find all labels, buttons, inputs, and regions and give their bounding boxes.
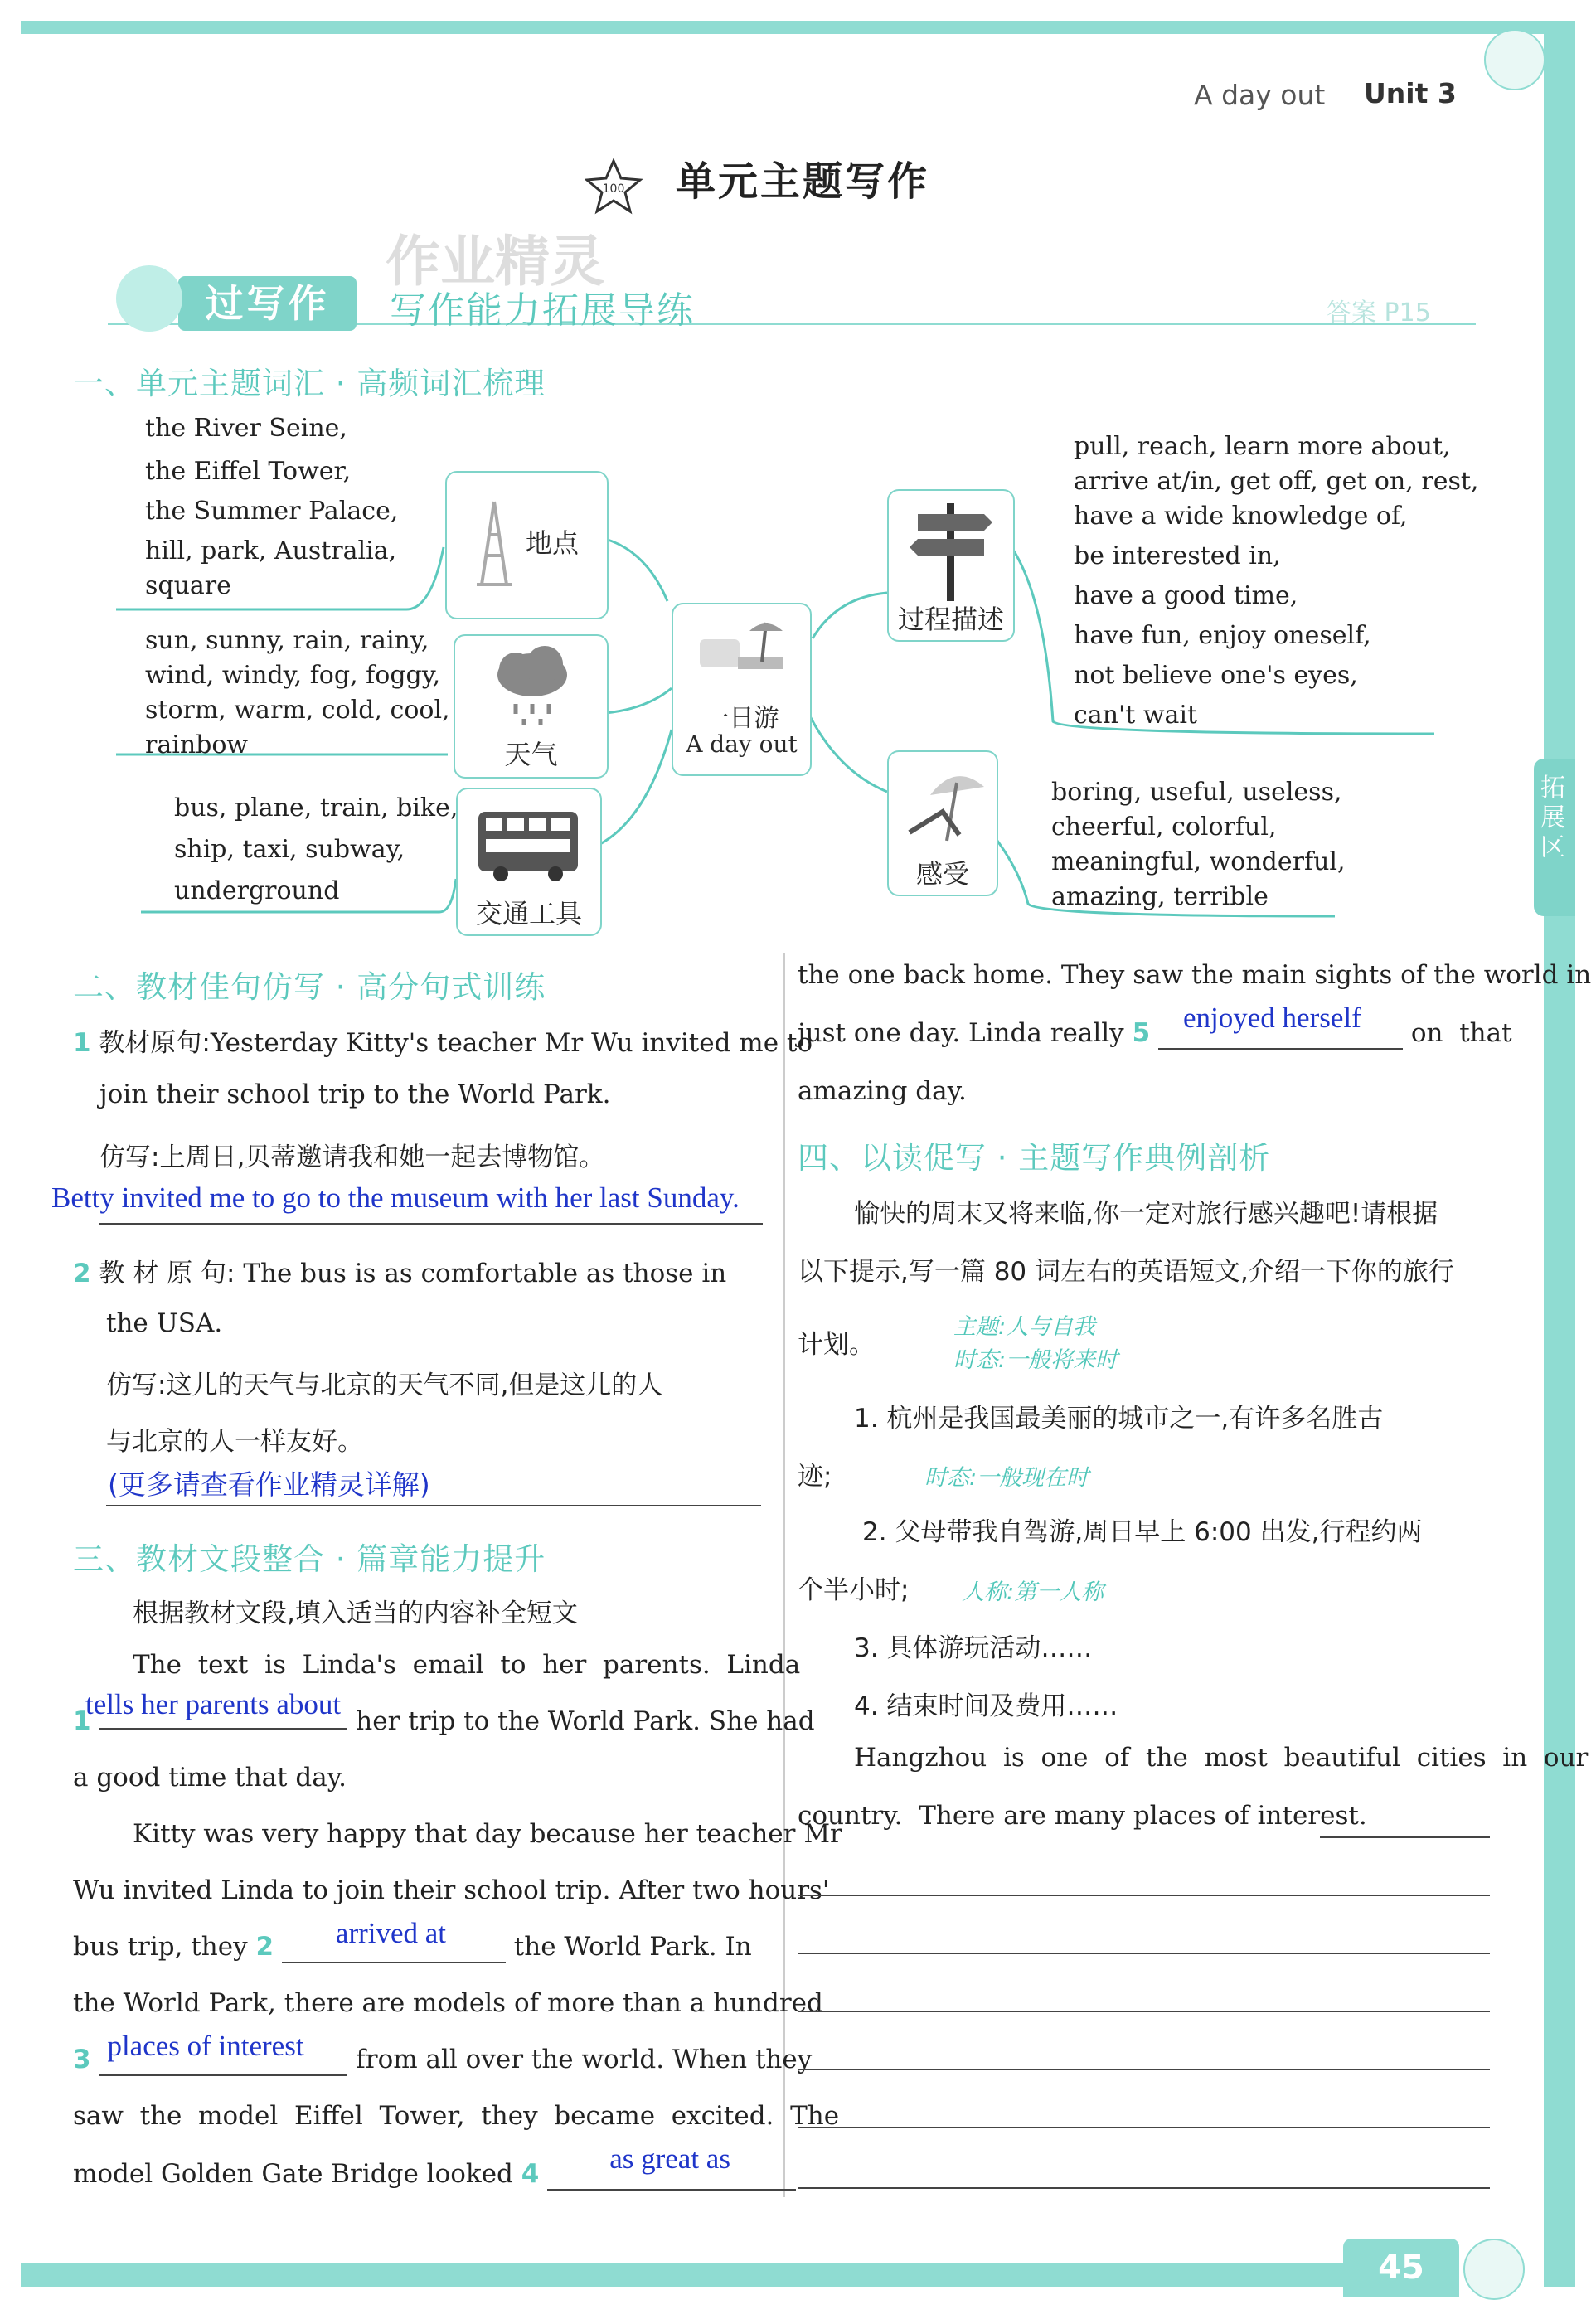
word-line: sun, sunny, rain, rainy, bbox=[145, 626, 429, 655]
blank-number: 4 bbox=[521, 2159, 540, 2189]
original-label: 教材原句: bbox=[99, 1028, 211, 1058]
beach-icon bbox=[691, 616, 791, 674]
word-line: storm, warm, cold, cool, bbox=[145, 696, 450, 725]
banner-subtitle: 写作能力拓展导练 bbox=[390, 289, 695, 332]
word-line: meaningful, wonderful, bbox=[1051, 847, 1346, 876]
question-number: 2 bbox=[73, 1259, 91, 1288]
blank-number: 2 bbox=[255, 1932, 274, 1962]
page-number: 45 bbox=[1378, 2249, 1424, 2287]
blank-number: 5 bbox=[1132, 1018, 1151, 1048]
writing-point: 迹; bbox=[798, 1462, 832, 1492]
passage-line bbox=[73, 1688, 815, 1736]
section1-heading: 一、单元主题词汇 · 高频词汇梳理 bbox=[73, 366, 546, 401]
question-number: 1 bbox=[73, 1028, 91, 1058]
page-title: 单元主题写作 bbox=[676, 158, 930, 205]
word-line: be interested in, bbox=[1074, 541, 1281, 570]
essay-line: country. There are many places of interest. bbox=[798, 1801, 1367, 1831]
beach-chair-icon bbox=[897, 762, 988, 848]
feelings-node bbox=[887, 750, 998, 896]
essay-line: Hangzhou is one of the most beautiful cities in our bbox=[854, 1743, 1589, 1773]
q1-original-2: join their school trip to the World Park. bbox=[99, 1080, 611, 1109]
word-line: underground bbox=[174, 876, 340, 905]
passage-line: Kitty was very happy that day because her teacher Mr bbox=[133, 1819, 842, 1849]
word-line: wind, windy, fog, foggy, bbox=[145, 661, 441, 690]
blank-number: 3 bbox=[73, 2045, 91, 2074]
original-sentence: Yesterday Kitty's teacher Mr Wu invited me to bbox=[210, 1028, 813, 1058]
passage-line: the World Park, there are models of more than a hundred bbox=[73, 1988, 823, 2018]
word-line: have fun, enjoy oneself, bbox=[1074, 621, 1371, 650]
writing-line bbox=[798, 1953, 1490, 1954]
answer-line bbox=[106, 1505, 761, 1506]
blank4-line bbox=[547, 2142, 796, 2191]
process-node bbox=[887, 489, 1015, 642]
blank3-line bbox=[99, 2030, 347, 2076]
passage-line: amazing day. bbox=[798, 1076, 967, 1106]
word-line: have a wide knowledge of, bbox=[1074, 502, 1408, 531]
note-theme: 主题:人与自我 bbox=[953, 1314, 1096, 1340]
word-line: arrive at/in, get off, get on, rest, bbox=[1074, 467, 1479, 496]
passage-text: bus trip, they bbox=[73, 1932, 248, 1962]
task-intro: 计划。 bbox=[798, 1330, 875, 1360]
word-line: the Eiffel Tower, bbox=[145, 457, 352, 486]
blank1-answer: tells her parents about bbox=[85, 1688, 342, 1720]
note-tense: 时态:一般将来时 bbox=[953, 1347, 1118, 1373]
answer-ref: 答案 P15 bbox=[1327, 298, 1431, 327]
transport-node bbox=[456, 788, 602, 936]
section2-heading: 二、教材佳句仿写 · 高分句式训练 bbox=[73, 969, 546, 1005]
word-line: not believe one's eyes, bbox=[1074, 661, 1358, 690]
section3-heading: 三、教材文段整合 · 篇章能力提升 bbox=[73, 1541, 546, 1577]
writing-point: 4. 结束时间及费用…… bbox=[854, 1691, 1118, 1721]
note-tense-present: 时态:一般现在时 bbox=[924, 1465, 1089, 1491]
passage-text: model Golden Gate Bridge looked bbox=[73, 2159, 513, 2189]
word-line: pull, reach, learn more about, bbox=[1074, 432, 1451, 461]
word-line: square bbox=[145, 571, 231, 600]
process-words bbox=[1074, 427, 1478, 735]
word-line: the River Seine, bbox=[145, 414, 347, 443]
word-line: ship, taxi, subway, bbox=[174, 835, 405, 864]
places-node bbox=[445, 471, 609, 619]
writing-line bbox=[798, 2069, 1490, 2070]
center-node bbox=[672, 603, 812, 776]
writing-line bbox=[1320, 1836, 1490, 1838]
word-line: rainbow bbox=[145, 730, 249, 759]
passage-text: the World Park. In bbox=[513, 1932, 752, 1962]
passage-line: Wu invited Linda to join their school trip. After two hours' bbox=[73, 1875, 830, 1905]
note-person: 人称:第一人称 bbox=[962, 1579, 1104, 1605]
transport-label: 交通工具 bbox=[475, 898, 582, 929]
q1-original bbox=[73, 1021, 813, 1059]
feelings-words bbox=[1051, 775, 1346, 915]
passage-text: her trip to the World Park. She had bbox=[356, 1706, 815, 1736]
writing-point: 1. 杭州是我国最美丽的城市之一,有许多名胜古 bbox=[854, 1404, 1384, 1434]
section4-heading: 四、以读促写 · 主题写作典例剖析 bbox=[798, 1140, 1271, 1176]
weather-node bbox=[454, 634, 609, 779]
writing-point: 3. 具体游玩活动…… bbox=[854, 1633, 1093, 1663]
center-cn: 一日游 bbox=[704, 704, 779, 733]
word-line: bus, plane, train, bike, bbox=[174, 793, 458, 822]
writing-line bbox=[798, 2187, 1490, 2189]
task-intro: 以下提示,写一篇 80 词左右的英语短文,介绍一下你的旅行 bbox=[798, 1257, 1454, 1287]
weather-words bbox=[145, 623, 450, 763]
q2-prompt-2: 与北京的人一样友好。 bbox=[106, 1427, 363, 1457]
rain-cloud-icon bbox=[487, 646, 578, 732]
places-words bbox=[145, 409, 398, 606]
passage-line: The text is Linda's email to her parents. Linda bbox=[133, 1650, 801, 1680]
word-line: the Summer Palace, bbox=[145, 497, 399, 526]
passage-line bbox=[73, 2030, 813, 2076]
word-line: have a good time, bbox=[1074, 581, 1298, 610]
word-line: cheerful, colorful, bbox=[1051, 813, 1277, 842]
process-label: 过程描述 bbox=[897, 604, 1004, 635]
passage-text: from all over the world. When they bbox=[356, 2045, 813, 2074]
blank-number: 1 bbox=[73, 1706, 91, 1736]
writing-point: 2. 父母带我自驾游,周日早上 6:00 出发,行程约两 bbox=[862, 1517, 1423, 1547]
svg-text:100: 100 bbox=[602, 182, 625, 196]
q2-answer: (更多请查看作业精灵详解) bbox=[108, 1468, 430, 1501]
passage-line bbox=[73, 1917, 752, 1963]
writing-line bbox=[798, 2127, 1490, 2128]
writing-line bbox=[798, 1895, 1490, 1896]
blank2-answer: arrived at bbox=[335, 1917, 447, 1949]
eiffel-tower-icon bbox=[465, 497, 523, 592]
bus-icon bbox=[474, 808, 582, 885]
word-line: amazing, terrible bbox=[1051, 882, 1269, 911]
q1-prompt: 仿写:上周日,贝蒂邀请我和她一起去博物馆。 bbox=[99, 1143, 605, 1172]
bottom-border bbox=[21, 2263, 1347, 2287]
blank2-line bbox=[282, 1917, 506, 1963]
q2-prompt: 仿写:这儿的天气与北京的天气不同,但是这儿的人 bbox=[106, 1371, 663, 1400]
watermark: 作业精灵 bbox=[386, 230, 604, 294]
passage-text: on that bbox=[1410, 1018, 1512, 1048]
feelings-label: 感受 bbox=[915, 858, 969, 890]
q1-answer: Betty invited me to go to the museum with her last Sunday. bbox=[51, 1181, 740, 1214]
task-intro: 愉快的周末又将来临,你一定对旅行感兴趣吧!请根据 bbox=[854, 1199, 1438, 1229]
original-label: 教 材 原 句: bbox=[99, 1259, 235, 1288]
passage-line: the one back home. They saw the main sights of the world in bbox=[798, 960, 1592, 990]
writing-line bbox=[798, 2011, 1490, 2012]
blank1-line bbox=[99, 1728, 347, 1730]
passage-line: a good time that day. bbox=[73, 1763, 347, 1793]
word-line: boring, useful, useless, bbox=[1051, 778, 1342, 807]
blank3-answer: places of interest bbox=[107, 2030, 304, 2062]
banner-badge-label: 过写作 bbox=[205, 281, 330, 326]
center-en: A day out bbox=[686, 730, 798, 758]
header-topic: A day out bbox=[1194, 79, 1326, 111]
transport-words bbox=[174, 788, 458, 912]
side-tab-label: 拓展区 bbox=[1540, 774, 1565, 862]
passage-line bbox=[73, 2142, 796, 2191]
q2-original-2: the USA. bbox=[106, 1308, 223, 1338]
word-line: hill, park, Australia, bbox=[145, 536, 397, 565]
blank5-line bbox=[1158, 1002, 1403, 1050]
mascot-icon bbox=[1463, 2239, 1525, 2300]
word-line: can't wait bbox=[1074, 701, 1198, 730]
page-number-box bbox=[1343, 2239, 1459, 2297]
blank5-answer: enjoyed herself bbox=[1183, 1002, 1361, 1034]
passage-text: just one day. Linda really bbox=[798, 1018, 1124, 1048]
signpost-icon bbox=[905, 499, 997, 606]
q2-original bbox=[73, 1252, 726, 1289]
weather-label: 天气 bbox=[504, 739, 558, 770]
blank4-answer: as great as bbox=[609, 2142, 730, 2175]
passage-line bbox=[798, 1002, 1512, 1050]
answer-line bbox=[99, 1223, 763, 1225]
original-sentence: The bus is as comfortable as those in bbox=[243, 1259, 727, 1288]
passage-line: saw the model Eiffel Tower, they became excited. The bbox=[73, 2101, 840, 2131]
places-label: 地点 bbox=[526, 527, 580, 559]
writing-point: 个半小时; bbox=[798, 1575, 910, 1605]
header-unit: Unit 3 bbox=[1364, 77, 1457, 109]
section3-instruction: 根据教材文段,填入适当的内容补全短文 bbox=[133, 1599, 578, 1628]
